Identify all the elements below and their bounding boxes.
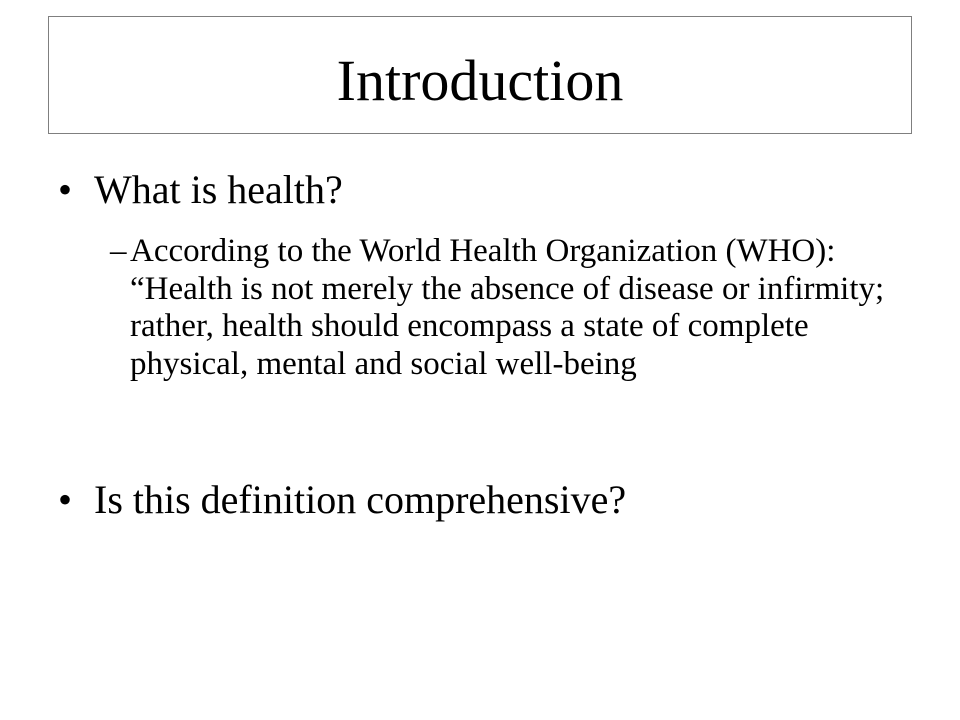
bullet-text: Is this definition comprehensive? <box>94 477 627 522</box>
sub-bullet-marker: – <box>110 233 127 269</box>
bullet-item <box>58 476 626 524</box>
slide-title: Introduction <box>336 48 624 113</box>
bullet-marker: • <box>58 167 73 212</box>
bullet-item <box>58 166 343 214</box>
bullet-text: What is health? <box>94 167 343 212</box>
sub-bullet-text: According to the World Health Organization (WHO): “Health is not merely the absence of disease or infirmity; rather, health should encompass a state of complete physical, mental and social well-being <box>130 233 885 382</box>
title-box <box>48 16 912 134</box>
sub-bullet-item <box>110 233 900 383</box>
bullet-marker: • <box>58 477 73 522</box>
